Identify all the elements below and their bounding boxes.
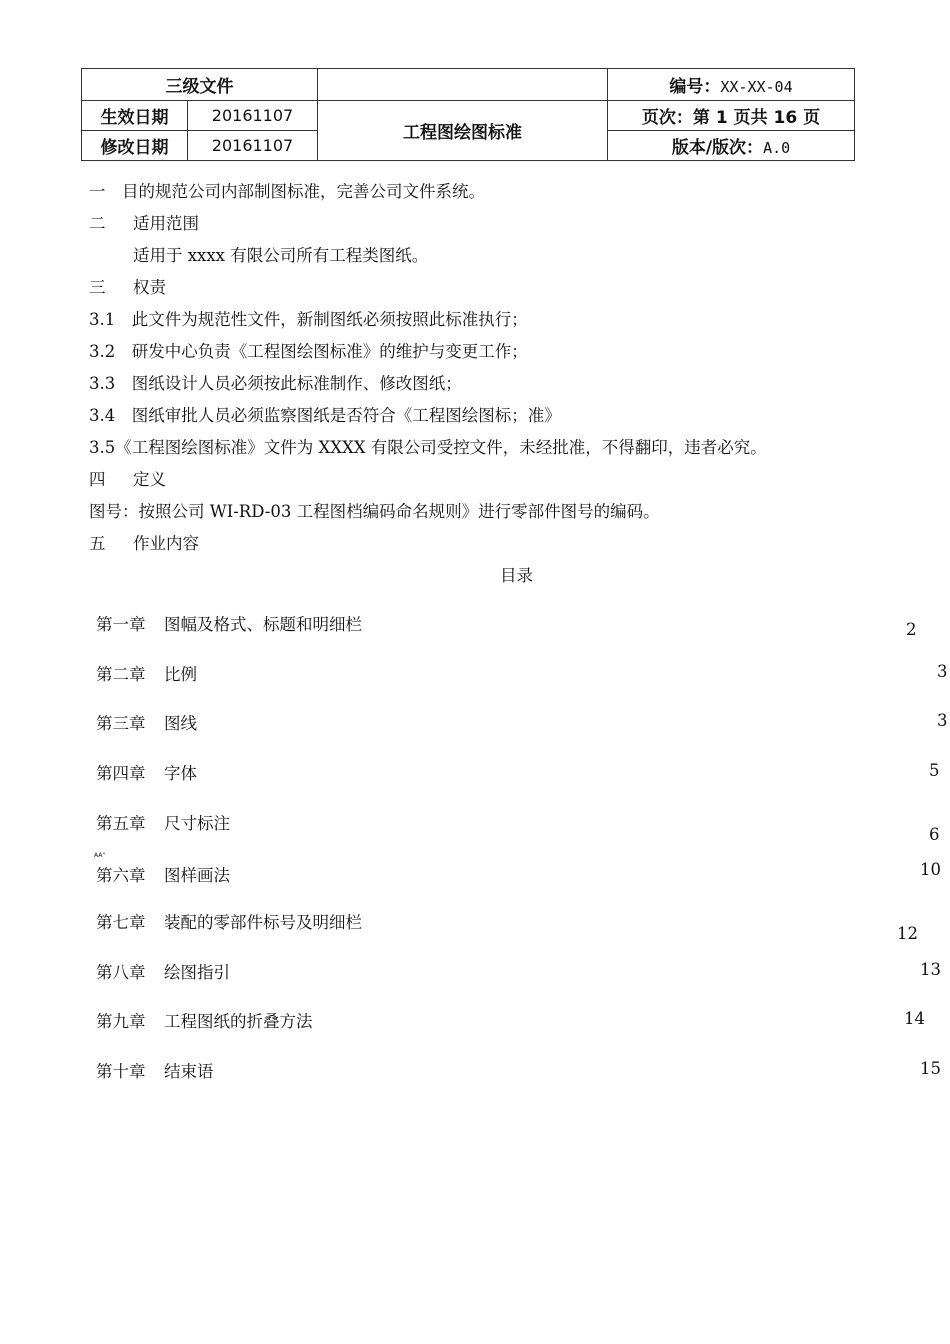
toc-item-7: 第七章 装配的零部件标号及明细栏 <box>96 913 362 932</box>
document-header-table <box>81 68 855 161</box>
section-scope-text: 适用于 xxxx 有限公司所有工程类图纸。 <box>133 246 429 265</box>
toc-page-8: 13 <box>920 960 941 979</box>
revised-date-label: 修改日期 <box>82 131 188 161</box>
toc-title: 目录 <box>500 566 533 585</box>
toc-item-2: 第二章 比例 <box>96 665 197 684</box>
effective-date: 20161107 <box>188 101 318 131</box>
toc-marker: AA" <box>94 852 106 859</box>
clause-3-4: 3.4 图纸审批人员必须监察图纸是否符合《工程图绘图标；准》 <box>89 406 561 425</box>
clause-3-1: 3.1 此文件为规范性文件，新制图纸必须按照此标准执行； <box>89 310 528 329</box>
section-scope-heading: 二 适用范围 <box>89 214 199 233</box>
section-definition-text: 图号：按照公司 WI-RD-03 工程图档编码命名规则》进行零部件图号的编码。 <box>89 502 660 521</box>
toc-item-10: 第十章 结束语 <box>96 1062 214 1081</box>
toc-page-6: 10 <box>920 860 941 879</box>
page-info: 页次：第 1 页共 16 页 <box>608 101 855 131</box>
version-info: 版本/版次：A.0 <box>608 131 855 161</box>
toc-page-9: 14 <box>904 1009 925 1028</box>
toc-page-1: 2 <box>906 620 917 639</box>
clause-3-5: 3.5《工程图绘图标准》文件为 XXXX 有限公司受控文件，未经批准，不得翻印，违者必究。 <box>89 438 767 457</box>
toc-item-8: 第八章 绘图指引 <box>96 963 230 982</box>
document-number: 编号：XX-XX-04 <box>608 69 855 101</box>
toc-page-4: 5 <box>929 761 940 780</box>
document-title: 工程图绘图标准 <box>318 101 608 161</box>
effective-date-label: 生效日期 <box>82 101 188 131</box>
toc-page-2: 3 <box>937 662 948 681</box>
toc-item-3: 第三章 图线 <box>96 714 197 733</box>
section-purpose: 一 目的规范公司内部制图标准，完善公司文件系统。 <box>89 182 485 201</box>
toc-item-1: 第一章 图幅及格式、标题和明细栏 <box>96 615 362 634</box>
empty-cell <box>318 69 608 101</box>
clause-3-2: 3.2 研发中心负责《工程图绘图标准》的维护与变更工作； <box>89 342 528 361</box>
toc-item-6: 第六章 图样画法 <box>96 866 230 885</box>
clause-3-3: 3.3 图纸设计人员必须按此标准制作、修改图纸； <box>89 374 462 393</box>
toc-page-10: 15 <box>920 1059 941 1078</box>
toc-page-7: 12 <box>897 924 918 943</box>
section-work-heading: 五 作业内容 <box>89 534 199 553</box>
toc-item-5: 第五章 尺寸标注 <box>96 814 230 833</box>
toc-page-3: 3 <box>937 711 948 730</box>
section-definition-heading: 四 定义 <box>89 470 166 489</box>
toc-item-4: 第四章 字体 <box>96 764 197 783</box>
revised-date: 20161107 <box>188 131 318 161</box>
toc-item-9: 第九章 工程图纸的折叠方法 <box>96 1012 313 1031</box>
toc-page-5: 6 <box>929 825 940 844</box>
document-level: 三级文件 <box>82 69 318 101</box>
section-responsibility-heading: 三 权责 <box>89 278 166 297</box>
